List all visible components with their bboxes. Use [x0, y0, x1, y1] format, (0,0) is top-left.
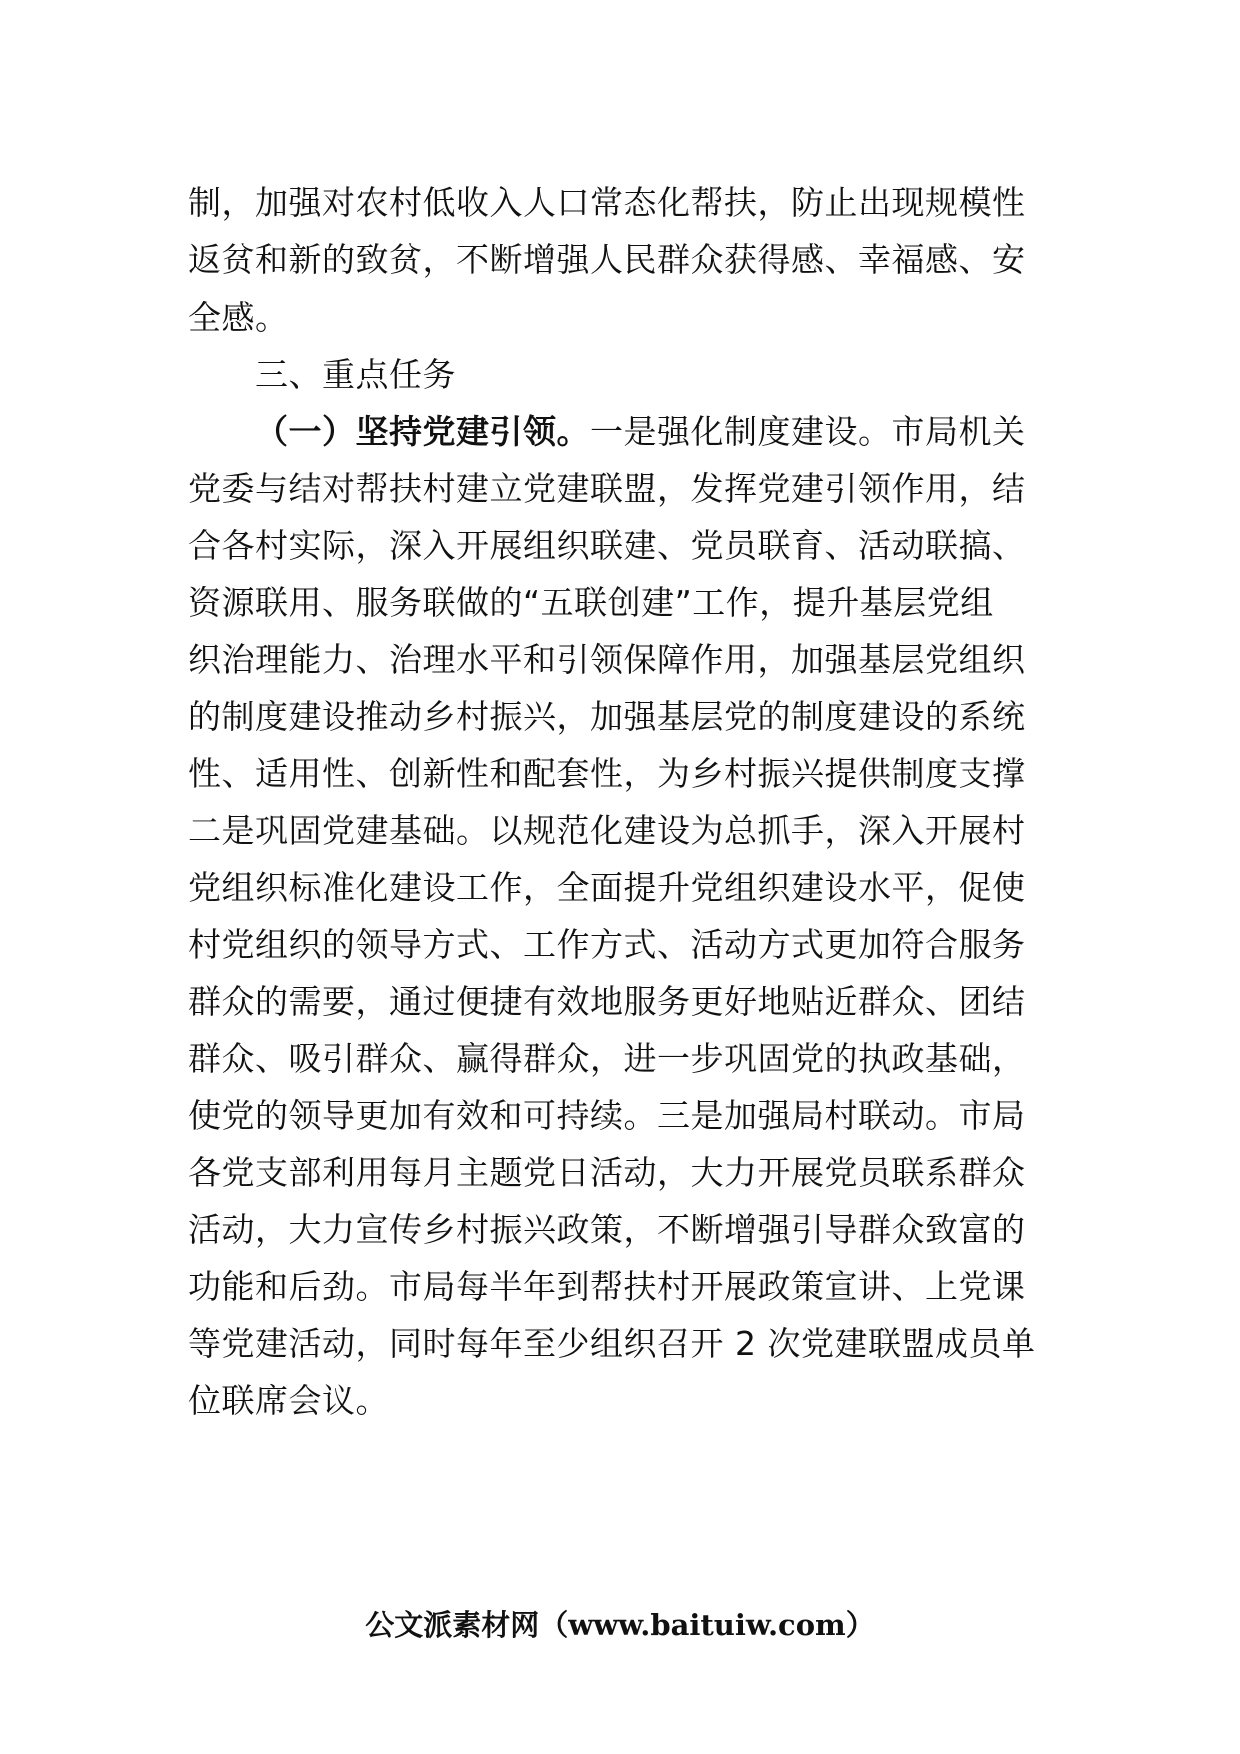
- paragraph-line: 党组织标准化建设工作，全面提升党组织建设水平，促使: [188, 868, 1026, 907]
- paragraph-line: 全感。: [188, 298, 289, 337]
- paragraph-line: 资源联用、服务联做的“五联创建”工作，提升基层党组: [188, 583, 994, 622]
- subsection-title: （一）坚持党建引领。: [255, 412, 590, 451]
- paragraph-line: 群众的需要，通过便捷有效地服务更好地贴近群众、团结: [188, 982, 1026, 1021]
- paragraph-line: 性、适用性、创新性和配套性，为乡村振兴提供制度支撑: [188, 754, 1026, 793]
- paragraph-line: 等党建活动，同时每年至少组织召开 2 次党建联盟成员单: [188, 1324, 1036, 1363]
- paragraph-line: 制，加强对农村低收入人口常态化帮扶，防止出现规模性: [188, 183, 1026, 222]
- paragraph-line: 的制度建设推动乡村振兴，加强基层党的制度建设的系统: [188, 697, 1026, 736]
- subsection-first-line: [255, 412, 1135, 452]
- paragraph-line: 使党的领导更加有效和可持续。三是加强局村联动。市局: [188, 1096, 1026, 1135]
- paragraph-line: 各党支部利用每月主题党日活动，大力开展党员联系群众: [188, 1153, 1026, 1192]
- paragraph-line: 位联席会议。: [188, 1381, 389, 1420]
- paragraph-line: 村党组织的领导方式、工作方式、活动方式更加符合服务: [188, 925, 1026, 964]
- section-heading: 三、重点任务: [255, 355, 456, 394]
- subsection-first-line-text: 一是强化制度建设。市局机关: [590, 412, 1026, 451]
- paragraph-line: 群众、吸引群众、赢得群众，进一步巩固党的执政基础，: [188, 1039, 1026, 1078]
- paragraph-line: 活动，大力宣传乡村振兴政策，不断增强引导群众致富的: [188, 1210, 1026, 1249]
- paragraph-line: 合各村实际，深入开展组织联建、党员联育、活动联搞、: [188, 526, 1026, 565]
- paragraph-line: 党委与结对帮扶村建立党建联盟，发挥党建引领作用，结: [188, 469, 1026, 508]
- paragraph-line: 返贫和新的致贫，不断增强人民群众获得感、幸福感、安: [188, 240, 1026, 279]
- footer-source: 公文派素材网（www.baituiw.com）: [365, 1608, 875, 1642]
- paragraph-line: 功能和后劲。市局每半年到帮扶村开展政策宣讲、上党课: [188, 1267, 1026, 1306]
- paragraph-line: 二是巩固党建基础。以规范化建设为总抓手，深入开展村: [188, 811, 1026, 850]
- paragraph-line: 织治理能力、治理水平和引领保障作用，加强基层党组织: [188, 640, 1026, 679]
